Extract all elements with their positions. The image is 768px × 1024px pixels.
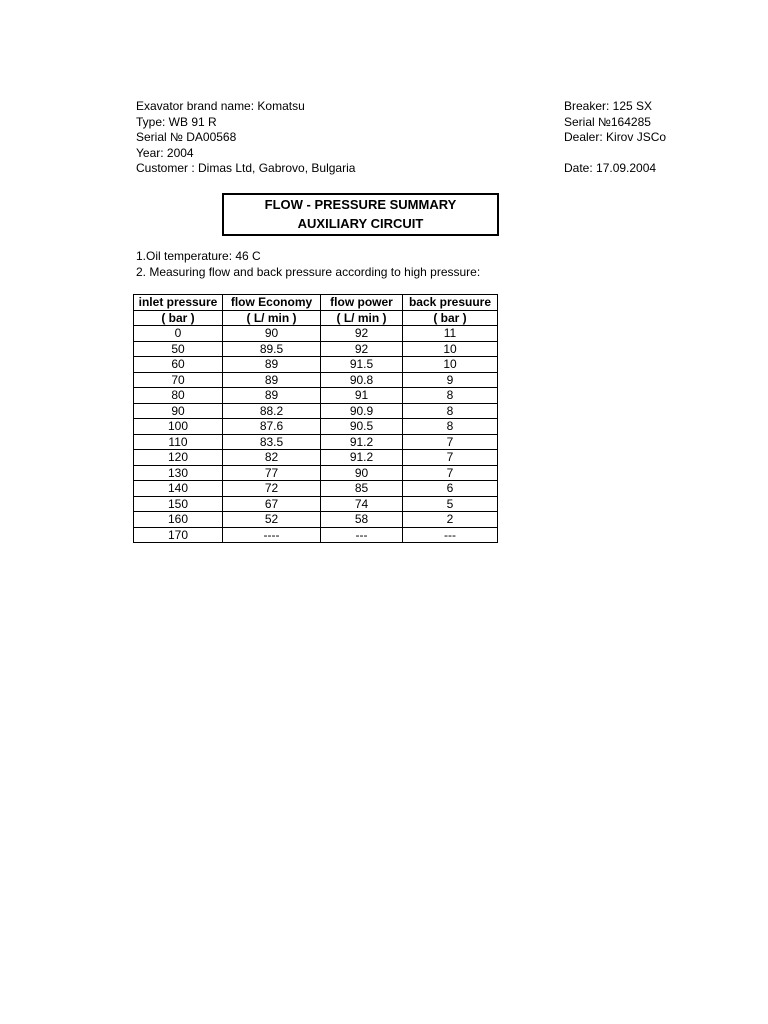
cell-flow-economy: 89 [223, 388, 321, 404]
cell-flow-power: 91 [321, 388, 403, 404]
column-header-flow-power: flow power [321, 295, 403, 311]
cell-inlet-pressure: 140 [134, 481, 223, 497]
cell-inlet-pressure: 110 [134, 434, 223, 450]
table-row [134, 481, 498, 497]
cell-back-pressure: 7 [403, 450, 498, 466]
report-date: Date: 17.09.2004 [564, 161, 657, 176]
cell-back-pressure: 6 [403, 481, 498, 497]
measurement-notes [136, 248, 480, 280]
cell-flow-economy: 89.5 [223, 341, 321, 357]
table-row [134, 527, 498, 543]
unit-inlet-pressure: ( bar ) [134, 310, 223, 326]
table-row [134, 388, 498, 404]
cell-back-pressure: 10 [403, 357, 498, 373]
cell-inlet-pressure: 150 [134, 496, 223, 512]
cell-back-pressure: 8 [403, 419, 498, 435]
cell-flow-power: --- [321, 527, 403, 543]
cell-back-pressure: 7 [403, 465, 498, 481]
cell-inlet-pressure: 170 [134, 527, 223, 543]
cell-flow-power: 85 [321, 481, 403, 497]
cell-inlet-pressure: 90 [134, 403, 223, 419]
customer: Customer : Dimas Ltd, Gabrovo, Bulgaria [136, 161, 356, 176]
table-row [134, 372, 498, 388]
table-row [134, 419, 498, 435]
summary-subtitle: AUXILIARY CIRCUIT [297, 216, 424, 231]
table-row [134, 326, 498, 342]
table-row [134, 496, 498, 512]
table-header-row [134, 295, 498, 311]
cell-back-pressure: 7 [403, 434, 498, 450]
cell-flow-power: 90 [321, 465, 403, 481]
cell-flow-power: 91.5 [321, 357, 403, 373]
cell-back-pressure: 5 [403, 496, 498, 512]
cell-back-pressure: 10 [403, 341, 498, 357]
cell-flow-economy: 52 [223, 512, 321, 528]
table-row [134, 434, 498, 450]
cell-back-pressure: 8 [403, 403, 498, 419]
table-row [134, 341, 498, 357]
measuring-note: 2. Measuring flow and back pressure according to high pressure: [136, 265, 481, 279]
cell-flow-economy: 67 [223, 496, 321, 512]
cell-flow-economy: 89 [223, 357, 321, 373]
dealer: Dealer: Kirov JSCo [564, 130, 667, 145]
cell-inlet-pressure: 130 [134, 465, 223, 481]
cell-flow-economy: 87.6 [223, 419, 321, 435]
breaker-model: Breaker: 125 SX [564, 99, 653, 113]
cell-flow-power: 74 [321, 496, 403, 512]
cell-flow-economy: 82 [223, 450, 321, 466]
cell-inlet-pressure: 60 [134, 357, 223, 373]
excavator-brand: Exavator brand name: Komatsu [136, 99, 305, 113]
breaker-serial: Serial №164285 [564, 114, 651, 129]
table-row [134, 357, 498, 373]
table-row [134, 465, 498, 481]
cell-flow-economy: 83.5 [223, 434, 321, 450]
cell-flow-power: 91.2 [321, 450, 403, 466]
column-header-flow-economy: flow Economy [223, 295, 321, 311]
cell-flow-economy: ---- [223, 527, 321, 543]
cell-flow-power: 58 [321, 512, 403, 528]
cell-inlet-pressure: 50 [134, 341, 223, 357]
cell-flow-economy: 90 [223, 326, 321, 342]
summary-title: FLOW - PRESSURE SUMMARY [264, 197, 457, 212]
cell-back-pressure: 11 [403, 326, 498, 342]
cell-flow-power: 90.9 [321, 403, 403, 419]
cell-inlet-pressure: 160 [134, 512, 223, 528]
excavator-type: Type: WB 91 R [136, 114, 217, 129]
unit-flow-power: ( L/ min ) [321, 310, 403, 326]
cell-flow-economy: 72 [223, 481, 321, 497]
cell-inlet-pressure: 100 [134, 419, 223, 435]
unit-flow-economy: ( L/ min ) [223, 310, 321, 326]
cell-flow-power: 90.8 [321, 372, 403, 388]
table-units-row [134, 310, 498, 326]
oil-temperature-note: 1.Oil temperature: 46 C [136, 249, 261, 263]
cell-inlet-pressure: 0 [134, 326, 223, 342]
cell-flow-economy: 88.2 [223, 403, 321, 419]
table-body [134, 326, 498, 543]
cell-flow-power: 90.5 [321, 419, 403, 435]
cell-back-pressure: --- [403, 527, 498, 543]
column-header-back-pressure: back presuure [403, 295, 498, 311]
cell-inlet-pressure: 80 [134, 388, 223, 404]
summary-title-box [222, 193, 499, 236]
cell-back-pressure: 8 [403, 388, 498, 404]
spacer [564, 146, 666, 162]
cell-flow-power: 91.2 [321, 434, 403, 450]
column-header-inlet-pressure: inlet pressure [134, 295, 223, 311]
table-row [134, 512, 498, 528]
cell-back-pressure: 2 [403, 512, 498, 528]
table-row [134, 403, 498, 419]
cell-inlet-pressure: 70 [134, 372, 223, 388]
cell-back-pressure: 9 [403, 372, 498, 388]
table-row [134, 450, 498, 466]
cell-inlet-pressure: 120 [134, 450, 223, 466]
unit-back-pressure: ( bar ) [403, 310, 498, 326]
equipment-info [136, 99, 355, 177]
cell-flow-power: 92 [321, 341, 403, 357]
breaker-info [564, 99, 666, 177]
flow-pressure-table [133, 294, 498, 543]
excavator-year: Year: 2004 [136, 145, 194, 160]
cell-flow-power: 92 [321, 326, 403, 342]
cell-flow-economy: 89 [223, 372, 321, 388]
excavator-serial: Serial № DA00568 [136, 130, 237, 145]
cell-flow-economy: 77 [223, 465, 321, 481]
